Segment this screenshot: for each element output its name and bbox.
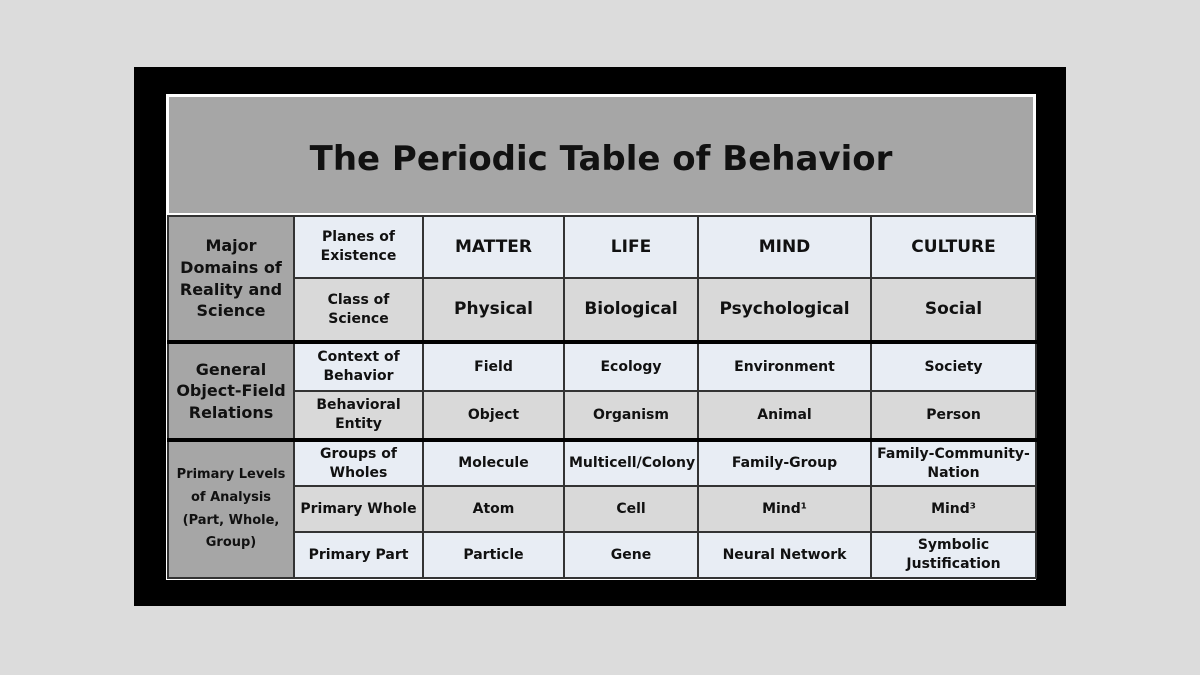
table-cell: MATTER <box>423 216 564 278</box>
domain-label: Primary Levels of Analysis (Part, Whole, Group) <box>168 440 294 578</box>
table-cell: Field <box>423 342 564 391</box>
table-cell: Symbolic Justification <box>871 532 1036 578</box>
table-row <box>168 391 1036 440</box>
table-cell: LIFE <box>564 216 698 278</box>
row-label: Class of Science <box>294 278 423 342</box>
table-row <box>168 440 1036 486</box>
table-cell: Physical <box>423 278 564 342</box>
row-label: Planes of Existence <box>294 216 423 278</box>
table-cell: Cell <box>564 486 698 532</box>
table-cell: Mind¹ <box>698 486 871 532</box>
table-cell: Particle <box>423 532 564 578</box>
table-cell: Person <box>871 391 1036 440</box>
table-cell: Neural Network <box>698 532 871 578</box>
table-row <box>168 532 1036 578</box>
table-cell: Biological <box>564 278 698 342</box>
domain-label: General Object-Field Relations <box>168 342 294 440</box>
title-bar <box>169 97 1033 213</box>
row-label: Primary Whole <box>294 486 423 532</box>
table-cell: Organism <box>564 391 698 440</box>
table-row <box>168 486 1036 532</box>
table-cell: Family-Community-Nation <box>871 440 1036 486</box>
table-cell: Society <box>871 342 1036 391</box>
table-row <box>168 342 1036 391</box>
periodic-table <box>167 215 1037 579</box>
table-row <box>168 278 1036 342</box>
table-cell: Molecule <box>423 440 564 486</box>
table-cell: Mind³ <box>871 486 1036 532</box>
table-cell: Gene <box>564 532 698 578</box>
table-cell: Psychological <box>698 278 871 342</box>
row-label: Behavioral Entity <box>294 391 423 440</box>
row-label: Groups of Wholes <box>294 440 423 486</box>
domain-label: Major Domains of Reality and Science <box>168 216 294 342</box>
table-cell: Environment <box>698 342 871 391</box>
table-cell: MIND <box>698 216 871 278</box>
table-cell: Animal <box>698 391 871 440</box>
page-title: The Periodic Table of Behavior <box>309 139 893 179</box>
row-label: Context of Behavior <box>294 342 423 391</box>
table-cell: CULTURE <box>871 216 1036 278</box>
row-label: Primary Part <box>294 532 423 578</box>
table-cell: Multicell/Colony <box>564 440 698 486</box>
table-cell: Ecology <box>564 342 698 391</box>
table-cell: Object <box>423 391 564 440</box>
table-row <box>168 216 1036 278</box>
table-cell: Social <box>871 278 1036 342</box>
table-cell: Atom <box>423 486 564 532</box>
table-cell: Family-Group <box>698 440 871 486</box>
